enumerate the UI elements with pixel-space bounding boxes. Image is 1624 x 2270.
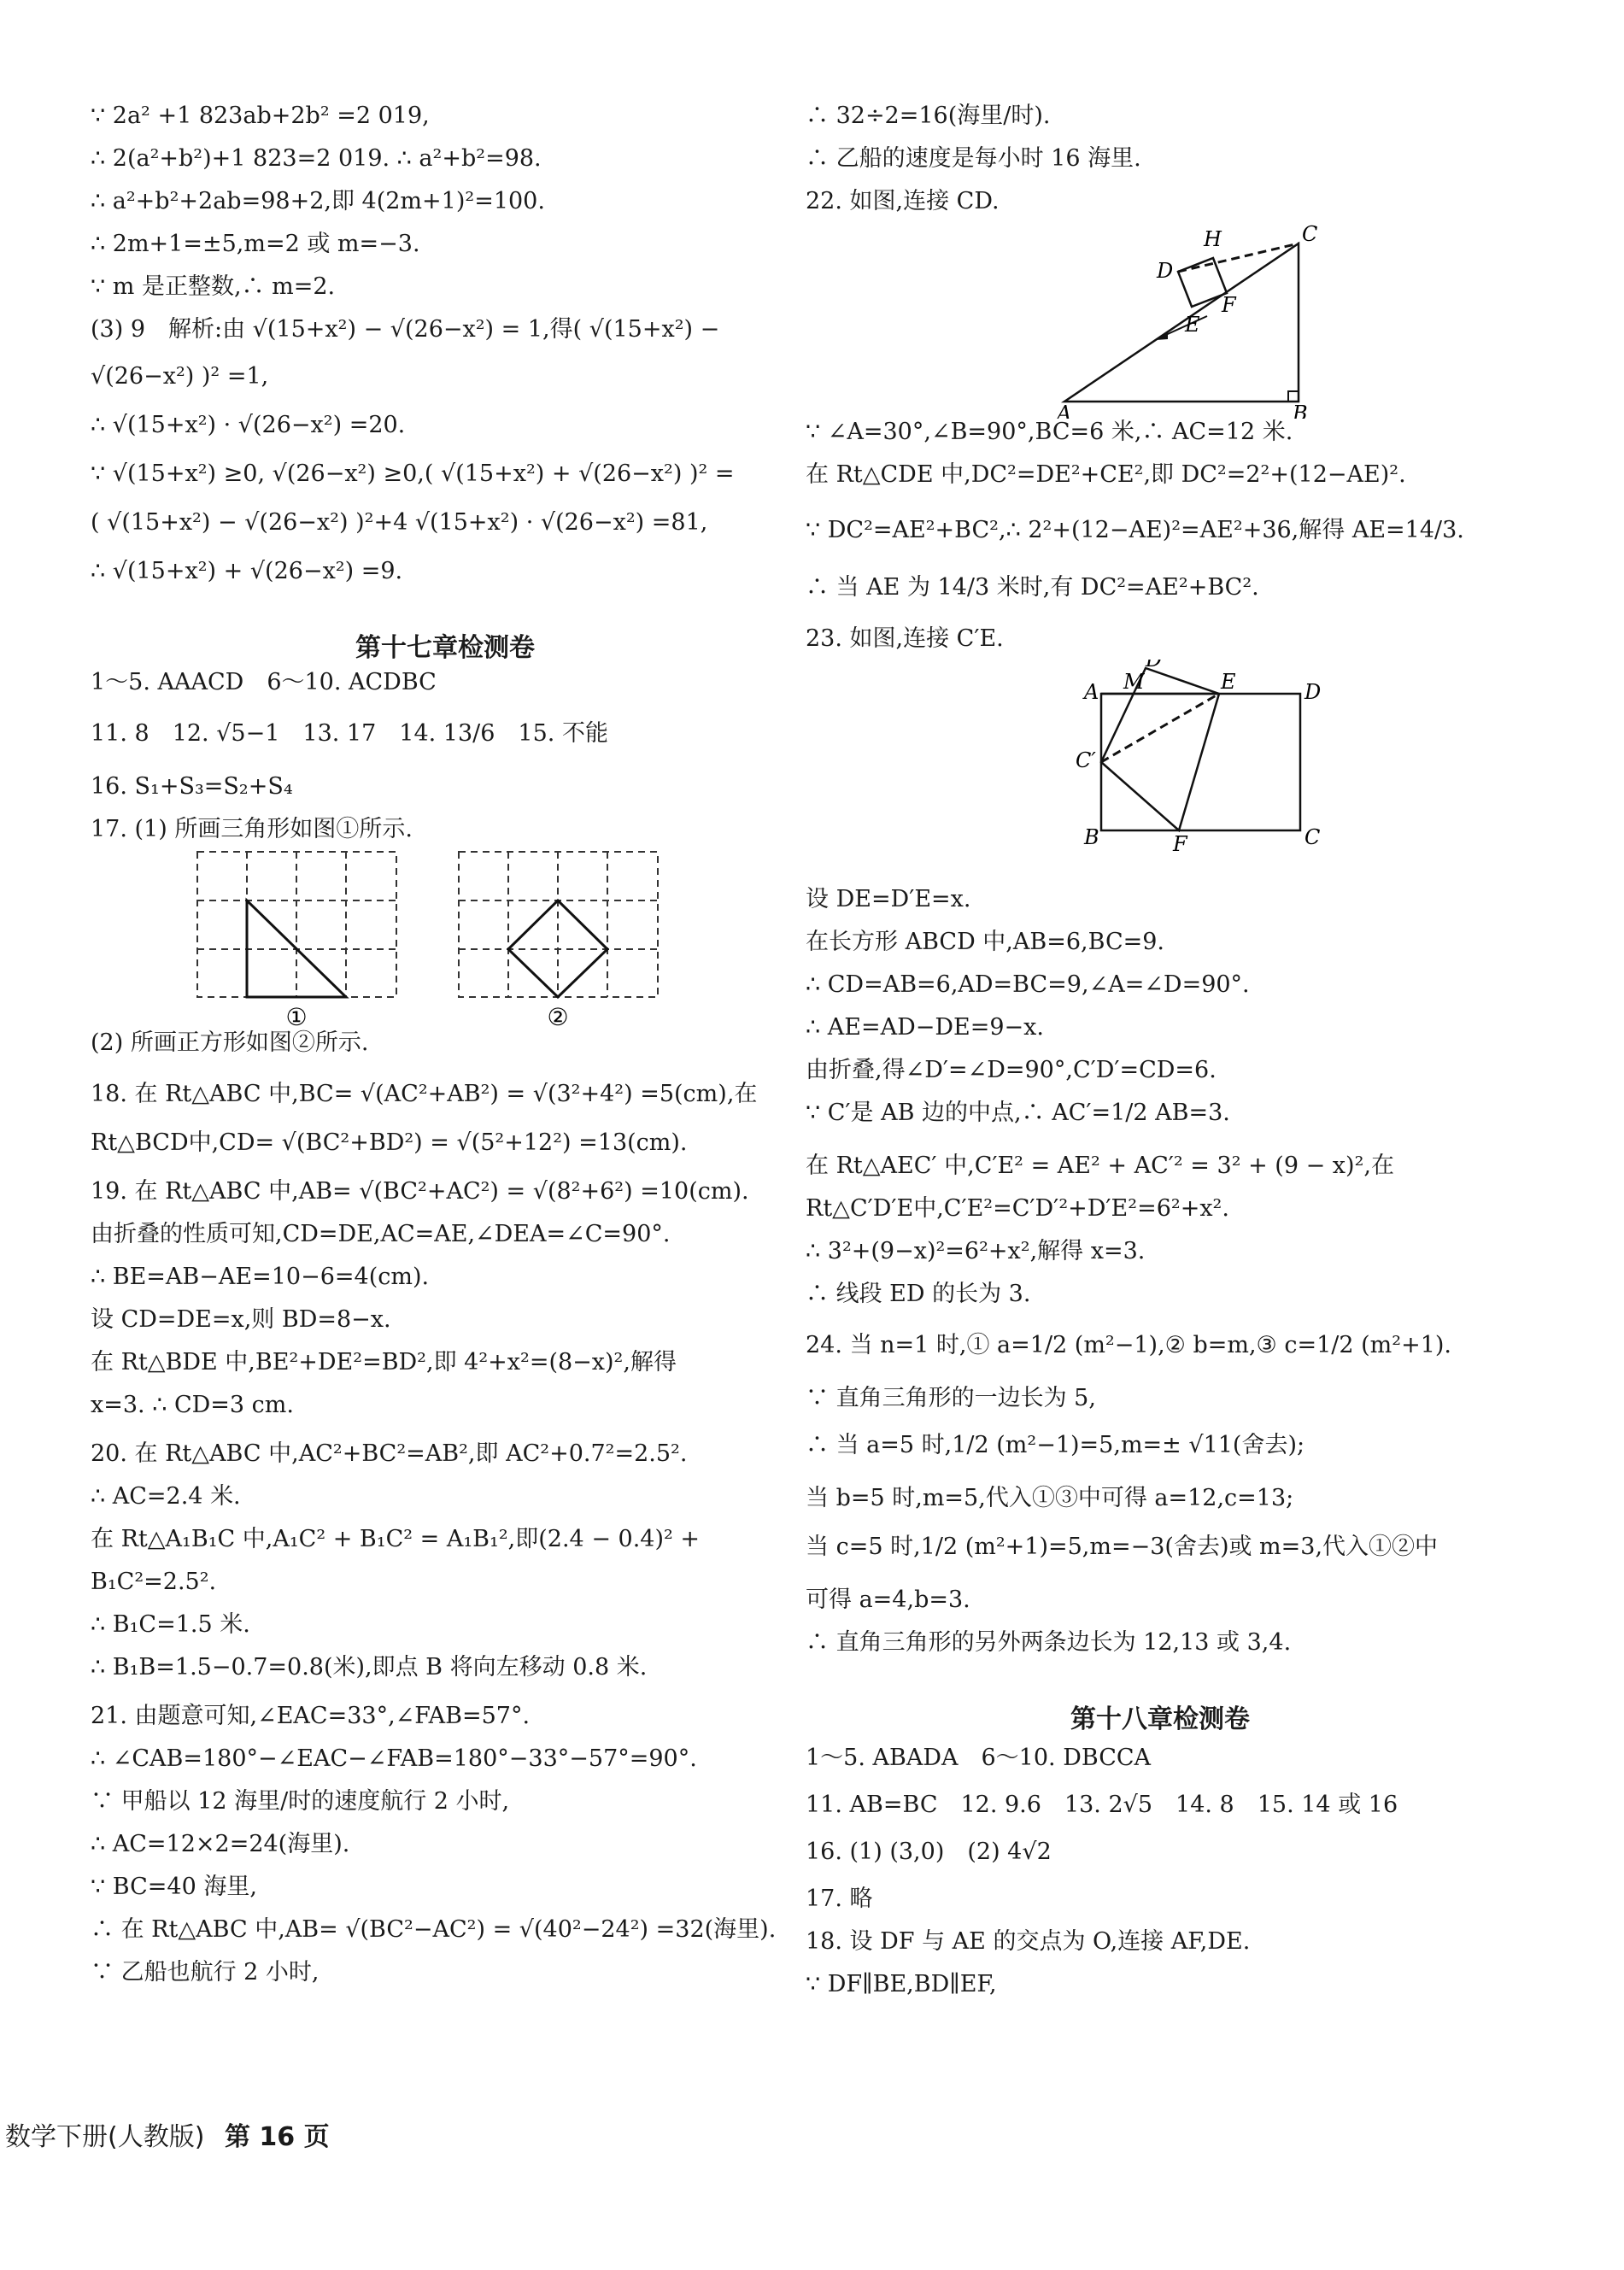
label-M: M [1123,670,1145,694]
text-line: 当 b=5 时,m=5,代入①③中可得 a=12,c=13; [806,1485,1294,1511]
label-C-prime: C′ [1076,748,1096,772]
label-C: C [1304,825,1321,849]
text-line: ∴ √(15+x²) + √(26−x²) =9. [91,558,403,584]
label-F: F [1222,293,1236,317]
answer-line: 1～5. AAACD 6～10. ACDBC [91,669,437,695]
label-D: D [1304,680,1322,704]
text-line: ∴ √(15+x²) · √(26−x²) =20. [91,412,406,438]
text-line: ∵ m 是正整数,∴ m=2. [91,273,336,300]
label-D-prime: D′ [1146,660,1167,672]
answer-line: 17. 略 [806,1886,873,1912]
text-line: 设 CD=DE=x,则 BD=8−x. [91,1306,391,1333]
text-line: ∴ 3²+(9−x)²=6²+x²,解得 x=3. [806,1238,1146,1264]
label-H: H [1204,227,1222,251]
figure-22 [806,222,1515,419]
figure-2-label: ② [547,1003,569,1029]
text-line: ∵ 甲船以 12 海里/时的速度航行 2 小时, [91,1788,510,1815]
answer-line: 11. 8 12. √5−1 13. 17 14. 13/6 15. 不能 [91,720,608,747]
text-line: 24. 当 n=1 时,① a=1/2 (m²−1),② b=m,③ c=1/2 (m²+1). [806,1332,1451,1358]
answer-line: 1～5. ABADA 6～10. DBCCA [806,1745,1152,1771]
label-A: A [1057,402,1072,419]
label-D: D [1157,259,1174,283]
text-line: ∴ CD=AB=6,AD=BC=9,∠A=∠D=90°. [806,971,1250,998]
page-number: 第 16 页 [224,2122,330,2152]
text-line: 由折叠,得∠D′=∠D=90°,C′D′=CD=6. [806,1057,1217,1083]
label-C: C [1302,222,1318,246]
text-line: ( √(15+x²) − √(26−x²) )²+4 √(15+x²) · √(26−x²) =81, [91,509,708,536]
text-line: (2) 所画正方形如图②所示. [91,1029,369,1056]
text-line: 21. 由题意可知,∠EAC=33°,∠FAB=57°. [91,1703,531,1729]
text-line: 23. 如图,连接 C′E. [806,625,1004,652]
figure-1-label: ① [285,1003,308,1029]
answer-line: 16. S₁+S₃=S₂+S₄ [91,773,293,800]
text-line: ∵ 2a² +1 823ab+2b² =2 019, [91,103,430,129]
text-line: 18. 设 DF 与 AE 的交点为 O,连接 AF,DE. [806,1928,1251,1955]
label-E: E [1185,313,1200,337]
text-line: ∵ C′是 AB 边的中点,∴ AC′=1/2 AB=3. [806,1100,1230,1126]
text-line: 在 Rt△BDE 中,BE²+DE²=BD²,即 4²+x²=(8−x)²,解得 [91,1349,677,1375]
text-line: 在长方形 ABCD 中,AB=6,BC=9. [806,929,1165,955]
text-line: ∵ DF∥BE,BD∥EF, [806,1971,997,1997]
text-line: 设 DE=D′E=x. [806,886,971,912]
text-line: (3) 9 解析:由 √(15+x²) − √(26−x²) = 1,得( √(15+x²) − [91,316,720,343]
page-footer [5,2115,330,2153]
text-line: ∴ 直角三角形的另外两条边长为 12,13 或 3,4. [806,1629,1292,1656]
text-line: 17. (1) 所画三角形如图①所示. [91,816,413,842]
label-B: B [1084,825,1099,849]
text-line: ∵ √(15+x²) ≥0, √(26−x²) ≥0,( √(15+x²) + √(26−x²) )² = [91,460,735,487]
text-line: ∴ BE=AB−AE=10−6=4(cm). [91,1264,430,1290]
text-line: 22. 如图,连接 CD. [806,188,1000,214]
text-line: B₁C²=2.5². [91,1569,217,1595]
text-line: ∵ BC=40 海里, [91,1874,257,1900]
text-line: ∴ 当 a=5 时,1/2 (m²−1)=5,m=± √11(舍去); [806,1432,1305,1458]
text-line: ∴ 当 AE 为 14/3 米时,有 DC²=AE²+BC². [806,574,1259,601]
label-B: B [1293,402,1308,419]
text-line: ∴ 2(a²+b²)+1 823=2 019. ∴ a²+b²=98. [91,145,542,172]
section-heading-ch17: 第十七章检测卷 [355,633,535,663]
text-line: ∴ B₁C=1.5 米. [91,1611,250,1638]
text-line: Rt△C′D′E中,C′E²=C′D′²+D′E²=6²+x². [806,1195,1229,1222]
figure-22-svg [806,222,1515,419]
text-line: ∴ AC=12×2=24(海里). [91,1831,350,1857]
text-line: 由折叠的性质可知,CD=DE,AC=AE,∠DEA=∠C=90°. [91,1221,671,1247]
text-line: 在 Rt△CDE 中,DC²=DE²+CE²,即 DC²=2²+(12−AE)². [806,461,1406,488]
text-line: ∴ ∠CAB=180°−∠EAC−∠FAB=180°−33°−57°=90°. [91,1745,697,1772]
text-line: 可得 a=4,b=3. [806,1587,970,1613]
text-line: 在 Rt△A₁B₁C 中,A₁C² + B₁C² = A₁B₁²,即(2.4 − 0.4)² + [91,1526,701,1552]
label-F: F [1173,832,1187,856]
grid-figures [91,850,800,1029]
text-line: ∵ 乙船也航行 2 小时, [91,1959,320,1986]
text-line: ∵ ∠A=30°,∠B=90°,BC=6 米,∴ AC=12 米. [806,419,1293,445]
left-column [91,103,800,2002]
text-line: ∴ a²+b²+2ab=98+2,即 4(2m+1)²=100. [91,188,545,214]
section-heading-ch18: 第十八章检测卷 [1070,1704,1250,1734]
book-title: 数学下册(人教版) [5,2122,205,2152]
answer-line: 11. AB=BC 12. 9.6 13. 2√5 14. 8 15. 14 或 16 [806,1792,1398,1818]
label-A: A [1084,680,1099,704]
text-line: ∵ 直角三角形的一边长为 5, [806,1385,1096,1411]
text-line: ∴ B₁B=1.5−0.7=0.8(米),即点 B 将向左移动 0.8 米. [91,1654,648,1681]
text-line: 18. 在 Rt△ABC 中,BC= √(AC²+AB²) = √(3²+4²) =5(cm),在 [91,1081,758,1107]
figure-23-svg [806,660,1515,886]
text-line: 19. 在 Rt△ABC 中,AB= √(BC²+AC²) = √(8²+6²) =10(cm). [91,1178,749,1205]
text-line: ∴ AE=AD−DE=9−x. [806,1014,1044,1041]
text-line: ∴ 在 Rt△ABC 中,AB= √(BC²−AC²) = √(40²−24²) =32(海里). [91,1916,777,1943]
text-line: ∴ 乙船的速度是每小时 16 海里. [806,145,1141,172]
text-line: ∴ 2m+1=±5,m=2 或 m=−3. [91,231,420,257]
label-E: E [1221,670,1236,694]
right-column [806,103,1515,2014]
text-line: ∴ 32÷2=16(海里/时). [806,103,1051,129]
text-line: ∵ DC²=AE²+BC²,∴ 2²+(12−AE)²=AE²+36,解得 AE=14/3. [806,517,1464,543]
text-line: Rt△BCD中,CD= √(BC²+BD²) = √(5²+12²) =13(cm). [91,1129,688,1156]
answer-line: 16. (1) (3,0) (2) 4√2 [806,1839,1052,1865]
text-line: ∴ 线段 ED 的长为 3. [806,1281,1031,1307]
text-line: ∴ AC=2.4 米. [91,1483,241,1510]
text-line: 20. 在 Rt△ABC 中,AC²+BC²=AB²,即 AC²+0.7²=2.5². [91,1440,688,1467]
grid-figures-svg [91,850,800,1029]
text-line: √(26−x²) )² =1, [91,363,269,390]
text-line: 在 Rt△AEC′ 中,C′E² = AE² + AC′² = 3² + (9 − x)²,在 [806,1153,1394,1179]
text-line: 当 c=5 时,1/2 (m²+1)=5,m=−3(舍去)或 m=3,代入①②中 [806,1534,1439,1560]
figure-23 [806,660,1515,886]
text-line: x=3. ∴ CD=3 cm. [91,1392,294,1418]
